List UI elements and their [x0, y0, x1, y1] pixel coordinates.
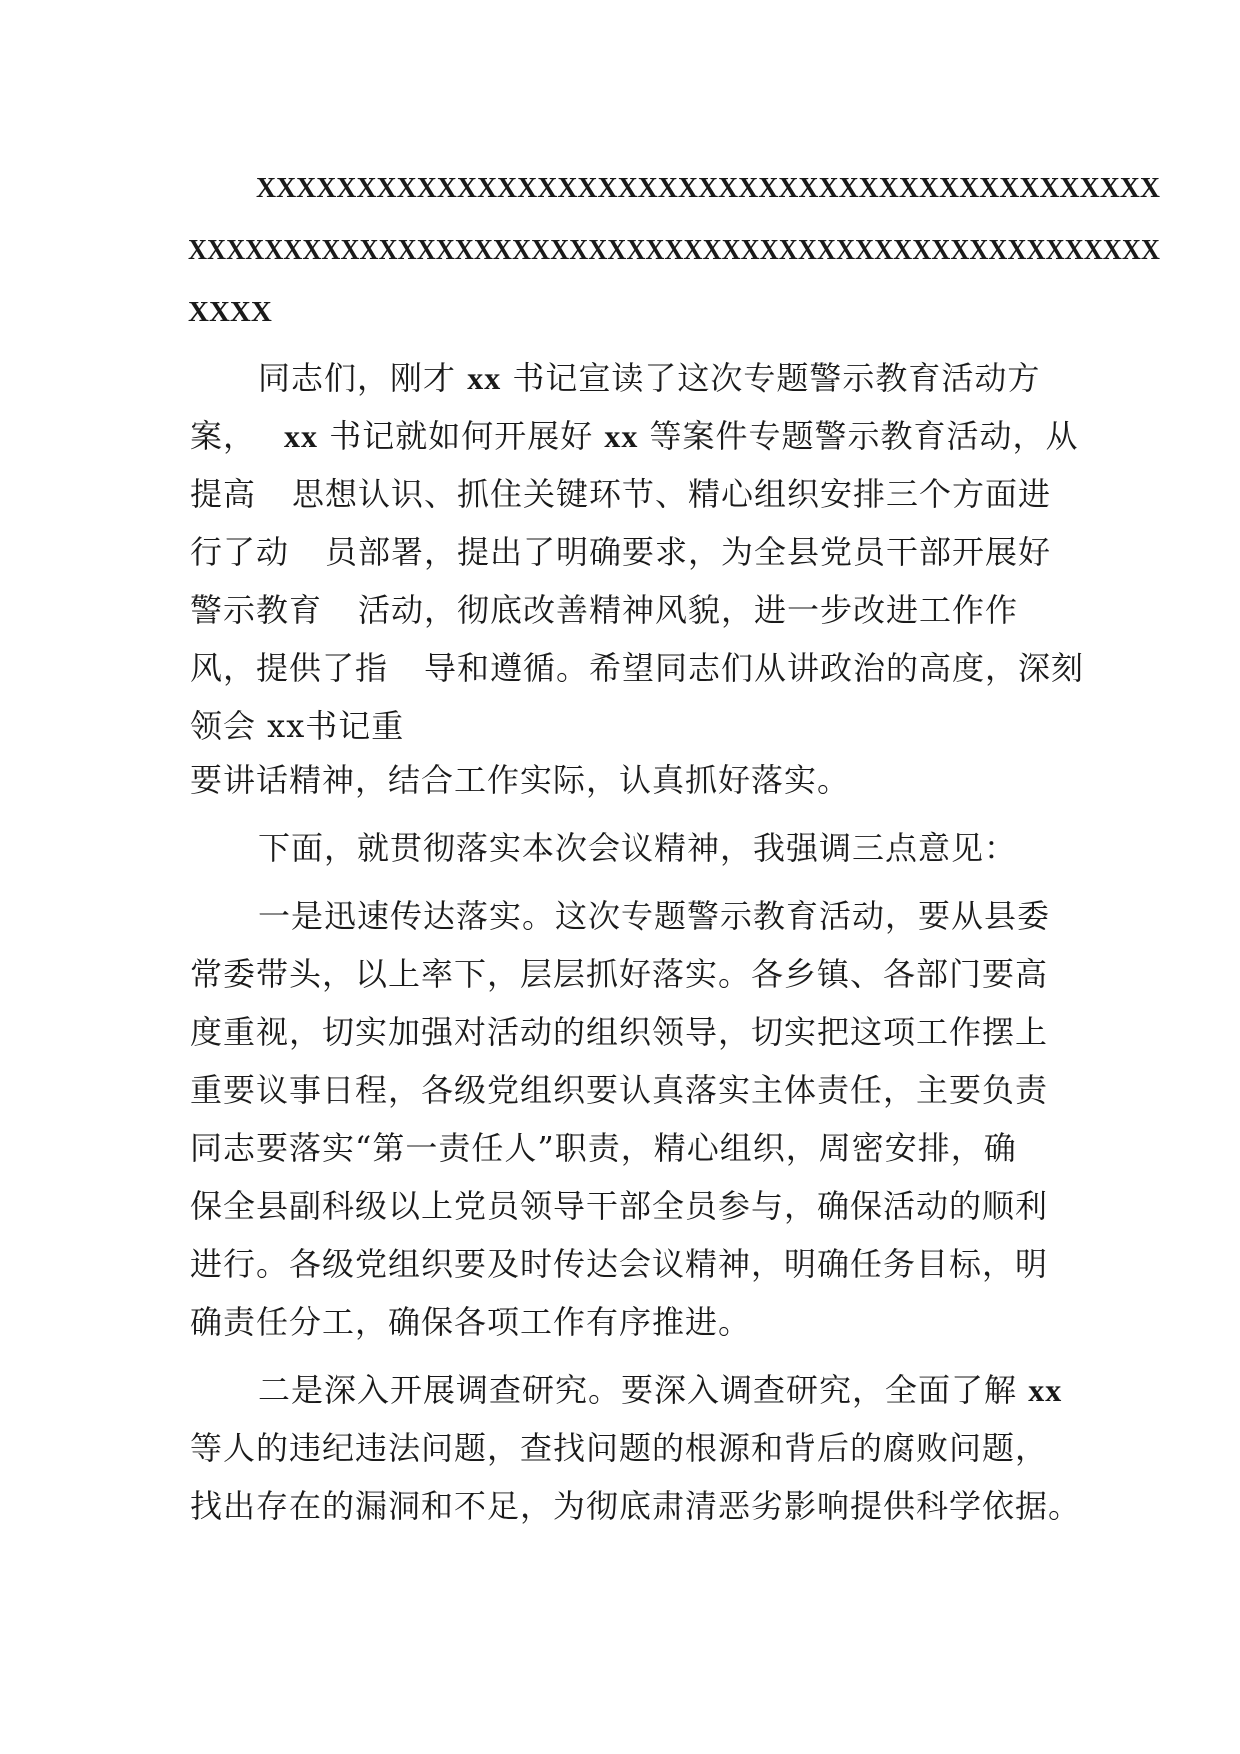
- para1-text: 案，: [190, 417, 257, 455]
- para2-line-1: 下面，就贯彻落实本次会议精神，我强调三点意见：: [258, 829, 1018, 867]
- para1-text: 员部署，提出了明确要求，为全县党员干部开展好: [325, 533, 1052, 571]
- para4-xx: xx: [1028, 1372, 1063, 1408]
- para1-line-1: [258, 358, 1040, 398]
- para1-text: 书记宣读了这次专题警示教育活动方: [512, 359, 1041, 397]
- title-line-1: XXXXXXXXXXXXXXXXXXXXXXXXXXXXXXXXXXXXXXXXXXXXX: [256, 172, 1160, 204]
- title-line-3: XXXX: [188, 296, 272, 328]
- para4-line-2: 等人的违纪违法问题，查找问题的根源和背后的腐败问题，: [190, 1429, 1049, 1467]
- para1-line-7: 领会 xx书记重: [190, 707, 405, 745]
- para3-line-5: 同志要落实“第一责任人”职责，精心组织，周密安排，确: [190, 1129, 1017, 1167]
- title-line-2: XXXXXXXXXXXXXXXXXXXXXXXXXXXXXXXXXXXXXXXXXXXXXXXXXXX: [188, 234, 1160, 266]
- para3-line-4: 重要议事日程，各级党组织要认真落实主体责任，主要负责: [190, 1071, 1049, 1109]
- para3-line-7: 进行。各级党组织要及时传达会议精神，明确任务目标，明: [190, 1245, 1049, 1283]
- para4-text: 二是深入开展调查研究。要深入调查研究，全面了解: [258, 1371, 1018, 1409]
- para3-line-1: 一是迅速传达落实。这次专题警示教育活动，要从县委: [258, 897, 1051, 935]
- para1-line-8: 要讲话精神，结合工作实际，认真抓好落实。: [190, 761, 851, 799]
- para3-line-6: 保全县副科级以上党员领导干部全员参与，确保活动的顺利: [190, 1187, 1049, 1225]
- para1-text: 提高: [190, 475, 257, 513]
- para1-line-5: [190, 590, 1018, 630]
- para1-xx: xx: [284, 418, 319, 454]
- para1-line-4: [190, 532, 1051, 572]
- para1-text: 风，提供了指: [190, 649, 389, 687]
- para3-line-8: 确责任分工，确保各项工作有序推进。: [190, 1303, 752, 1341]
- para1-line-6: [190, 648, 1084, 688]
- para1-text: 导和遵循。希望同志们从讲政治的高度，深刻: [424, 649, 1085, 687]
- para1-text: 等案件专题警示教育活动，从: [649, 417, 1079, 455]
- para1-text: 行了动: [190, 533, 290, 571]
- para1-line-3: [190, 474, 1051, 514]
- para4-line-1: [258, 1370, 1062, 1410]
- para1-text: 警示教育: [190, 591, 323, 629]
- para1-line-2: [190, 416, 1079, 456]
- para1-text: 同志们，刚才: [258, 359, 457, 397]
- para1-text: 活动，彻底改善精神风貌，进一步改进工作作: [358, 591, 1019, 629]
- para1-xx: xx: [467, 360, 502, 396]
- para3-line-3: 度重视，切实加强对活动的组织领导，切实把这项工作摆上: [190, 1013, 1049, 1051]
- para3-line-2: 常委带头，以上率下，层层抓好落实。各乡镇、各部门要高: [190, 955, 1049, 993]
- para4-line-3: 找出存在的漏洞和不足，为彻底肃清恶劣影响提供科学依据。: [190, 1487, 1082, 1525]
- para1-xx: xx: [604, 418, 639, 454]
- para1-text: 书记就如何开展好: [329, 417, 594, 455]
- para1-text: 思想认识、抓住关键环节、精心组织安排三个方面进: [292, 475, 1052, 513]
